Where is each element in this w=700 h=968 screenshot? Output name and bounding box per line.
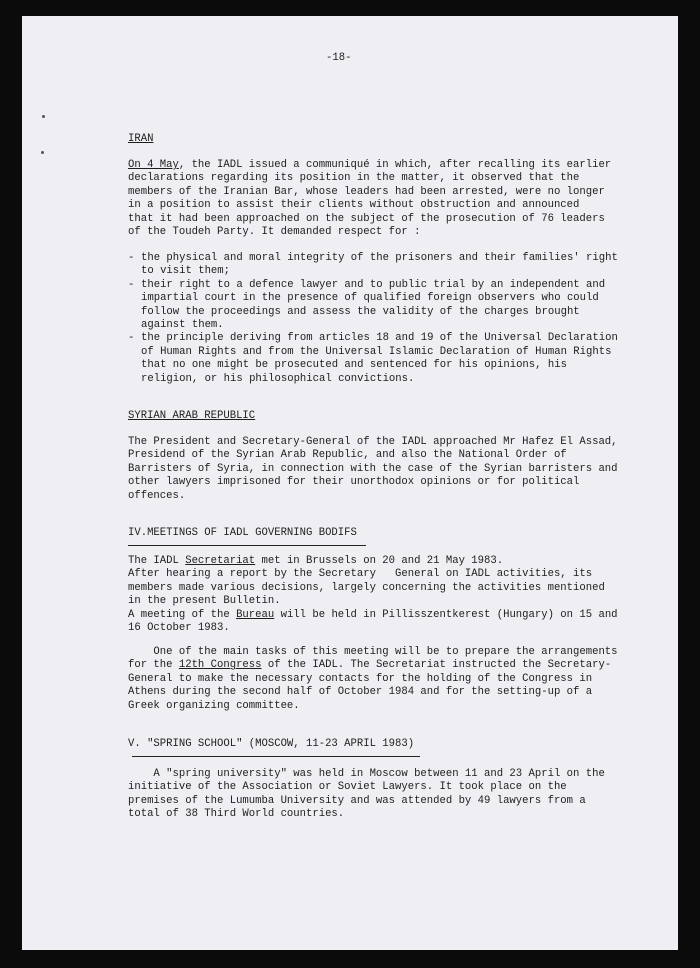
paragraph-line: members made various decisions, largely concerning the activities mentioned [128,581,605,594]
paragraph-line: The IADL Secretariat met in Brussels on 20 and 21 May 1983. [128,555,504,567]
paragraph-line: in a position to assist their clients without obstruction and announced [128,199,580,212]
paragraph-line: On 4 May, the IADL issued a communiqué in which, after recalling its earlier [128,159,612,171]
paragraph-line: After hearing a report by the Secretary General on IADL activities, its [128,568,593,581]
paragraph-line: other lawyers imprisoned for their unorthodox opinions or for political [128,476,580,489]
paragraph-line: members of the Iranian Bar, whose leaders had been arrested, were no longer [128,185,605,198]
syria-paragraph [128,436,618,503]
page-number: -18- [326,52,352,64]
paragraph-line: Presidend of the Syrian Arab Republic, and also the National Order of [128,449,567,462]
paragraph-line: Greek organizing committee. [128,699,300,712]
paragraph-line: One of the main tasks of this meeting will be to prepare the arrangements [128,646,618,658]
paragraph-line: The President and Secretary-General of the IADL approached Mr Hafez El Assad, [128,436,618,448]
bullet-dash: - [128,252,135,264]
paragraph-line: premises of the Lumumba University and was attended by 49 lawyers from a [128,794,586,807]
paragraph-line: of the Toudeh Party. It demanded respect for : [128,226,421,239]
meetings-paragraph [128,555,618,635]
paragraph-line: General to make the necessary contacts for the holding of the Congress in [128,672,593,685]
paragraph-line: initiative of the Association or Soviet Lawyers. It took place on the [128,781,567,794]
list-item: - the physical and moral integrity of the prisoners and their families' right to visit them; [128,252,618,278]
congress-paragraph [128,646,618,713]
heading-rule [128,545,366,546]
date-reference: On 4 May [128,159,179,171]
paragraph-line: offences. [128,489,186,502]
paragraph-line: declarations regarding its position in the matter, it observed that the [128,172,580,185]
paragraph-line: Barristers of Syria, in connection with the case of the Syrian barristers and [128,462,618,475]
iran-paragraph [128,159,611,239]
scan-speck [42,115,45,118]
paragraph-line: A "spring university" was held in Moscow between 11 and 23 April on the [128,768,605,780]
document-page [22,16,678,950]
paragraph-line: Athens during the second half of October 1984 and for the setting-up of a [128,686,593,699]
bureau-term: Bureau [236,608,275,621]
paragraph-line: A meeting of the Bureau will be held in Pillisszentkerest (Hungary) on 15 and [128,608,618,621]
section-heading-iran: IRAN [128,133,154,145]
list-item: - the principle deriving from articles 18 and 19 of the Universal Declaration of Human Rights and from the Universal Islamic Declaration of Human Rights that no one might be prosecuted and sentenced for his opinions, his religion, or his philosophical convictions. [128,332,618,385]
congress-term: 12th Congress [178,659,262,672]
spring-school-paragraph [128,768,605,822]
paragraph-line: total of 38 Third World countries. [128,808,345,821]
paragraph-line: 16 October 1983. [128,622,230,635]
heading-rule [132,756,420,757]
secretariat-term: Secretariat [185,555,256,567]
paragraph-line: for the 12th Congress of the IADL. The Secretariat instructed the Secretary- [128,659,612,672]
scan-speck [41,151,44,154]
section-heading-spring-school: V. "SPRING SCHOOL" (MOSCOW, 11-23 APRIL 1983) [128,738,415,750]
demands-list [128,252,658,386]
list-item: - their right to a defence lawyer and to public trial by an independent and impartial court in the presence of qualified foreign observers who could follow the proceedings and assess the validity of the charges brought against them. [128,278,606,332]
paragraph-line: that it had been approached on the subject of the prosecution of 76 leaders [128,212,605,225]
bullet-dash: - [128,332,135,345]
section-heading-syria: SYRIAN ARAB REPUBLIC [128,410,256,422]
paragraph-line: in the present Bulletin. [128,595,281,608]
section-heading-meetings: IV.MEETINGS OF IADL GOVERNING BODIFS [128,527,357,539]
bullet-dash: - [128,278,135,291]
